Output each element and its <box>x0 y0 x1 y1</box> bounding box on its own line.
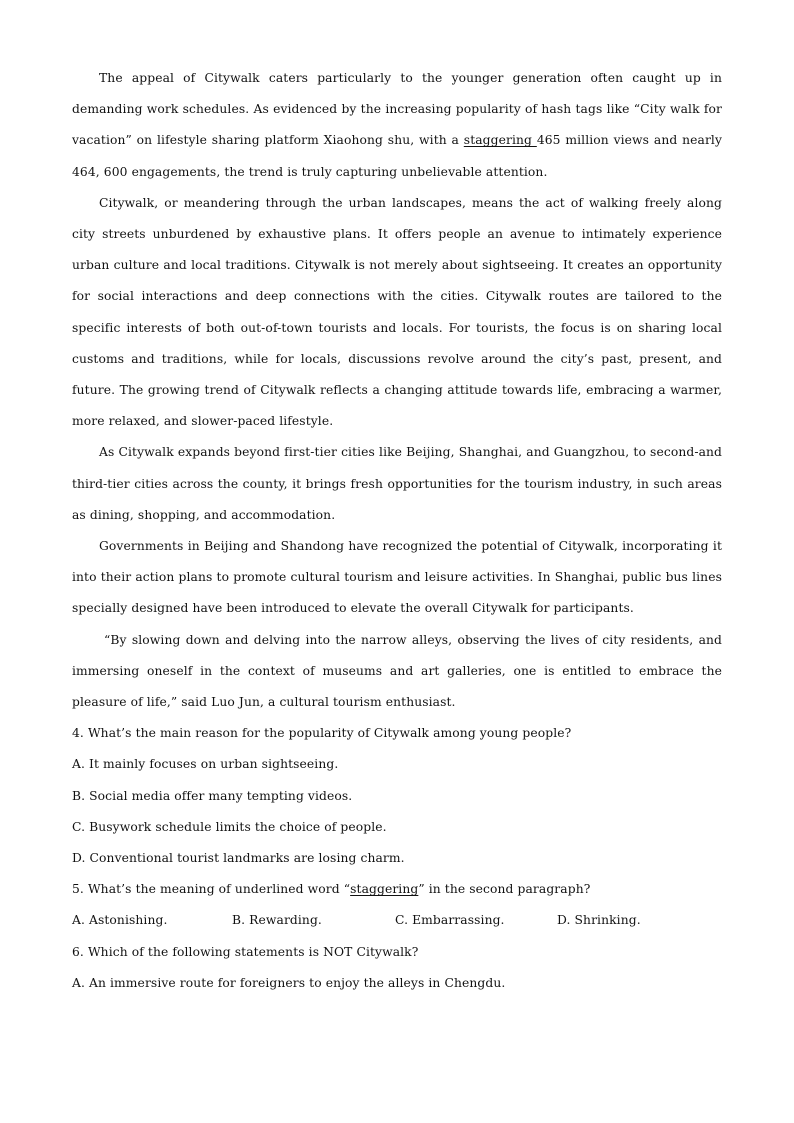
stem-text: 5. What’s the meaning of underlined word “ <box>72 882 351 897</box>
answer-option: D. Shrinking. <box>557 913 641 928</box>
question-5 <box>72 874 722 936</box>
question-stem: 6. Which of the following statements is NOT Citywalk? <box>72 944 419 959</box>
question-6 <box>72 937 722 999</box>
answer-option: A. It mainly focuses on urban sightseeing. <box>72 757 339 772</box>
stem-text: ” in the second paragraph? <box>418 882 591 897</box>
answer-option: B. Rewarding. <box>232 913 322 928</box>
passage-paragraph-5: “By slowing down and delving into the narrow alleys, observing the lives of city residents, and immersing oneself in the context of museums and art galleries, one is entitled to embrace the pleasure of life,” said Luo Jun, a cultural tourism enthusiast. <box>72 632 722 710</box>
passage-paragraph-4: Governments in Beijing and Shandong have recognized the potential of Citywalk, incorporating it into their action plans to promote cultural tourism and leisure activities. In Shanghai, public bus lines specially designed have been introduced to elevate the overall Citywalk for participants. <box>72 539 722 616</box>
underlined-word: staggering <box>463 133 537 148</box>
answer-option: C. Embarrassing. <box>395 913 505 928</box>
answer-option: B. Social media offer many tempting videos. <box>72 788 353 803</box>
answer-option: D. Conventional tourist landmarks are losing charm. <box>72 851 405 866</box>
underlined-word: staggering <box>350 882 419 897</box>
question-stem <box>72 874 722 905</box>
paragraph-text: The appeal of Citywalk caters particularly to the younger generation often caught up in demanding work schedules. As evidenced by the increasing popularity of hash tags like “City walk for vacation” on lifestyle sharing platform Xiaohong shu, with a <box>72 71 722 148</box>
passage-paragraph-1 <box>72 63 722 188</box>
answer-option: A. Astonishing. <box>72 913 168 928</box>
document-page <box>72 63 722 999</box>
passage-paragraph-2: Citywalk, or meandering through the urban landscapes, means the act of walking freely along city streets unburdened by exhaustive plans. It offers people an avenue to intimately experience urban culture and local traditions. Citywalk is not merely about sightseeing. It creates an opportunity for social interactions and deep connections with the cities. Citywalk routes are tailored to the specific interests of both out-of-town tourists and locals. For tourists, the focus is on sharing local customs and traditions, while for locals, discussions revolve around the city’s past, present, and future. The growing trend of Citywalk reflects a changing attitude towards life, embracing a warmer, more relaxed, and slower-paced lifestyle. <box>72 195 722 429</box>
question-4 <box>72 718 722 874</box>
answer-option: A. An immersive route for foreigners to enjoy the alleys in Chengdu. <box>72 975 506 990</box>
paragraph-text: 465 million views and nearly 464, 600 engagements, the trend is truly capturing unbelievable attention. <box>72 133 723 179</box>
answer-options-row <box>72 905 722 936</box>
passage-paragraph-3: As Citywalk expands beyond first-tier cities like Beijing, Shanghai, and Guangzhou, to second-and third-tier cities across the county, it brings fresh opportunities for the tourism industry, in such areas as dining, shopping, and accommodation. <box>72 445 722 522</box>
question-stem: 4. What’s the main reason for the popularity of Citywalk among young people? <box>72 726 572 741</box>
answer-option: C. Busywork schedule limits the choice of people. <box>72 819 387 834</box>
